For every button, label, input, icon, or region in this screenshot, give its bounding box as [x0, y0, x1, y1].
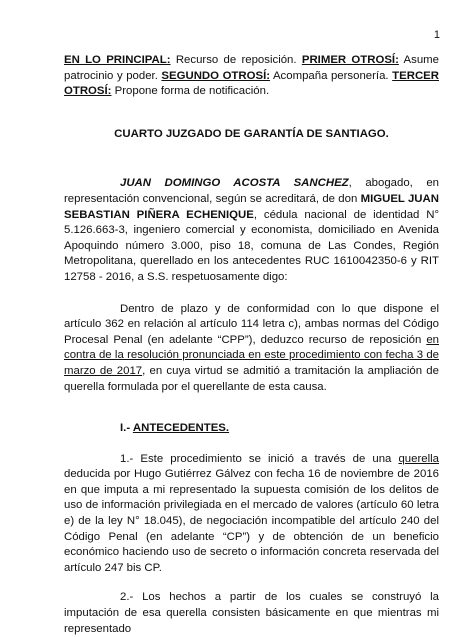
otrosi1-text: Asume patrocinio y poder.: [64, 54, 439, 82]
document-heading: [64, 53, 439, 100]
motion-text-1: Dentro de plazo y de conformidad con lo que dispone el artículo 362 en relación al artículo 114 letra c), ambas normas del Código Procesal Penal (en adelante “CPP”), deduzco recurso de reposición: [64, 302, 439, 346]
principal-label: EN LO PRINCIPAL:: [64, 54, 171, 66]
section-title: ANTECEDENTES.: [132, 422, 230, 435]
item-1-text-2: deducida por Hugo Gutiérrez Gálvez con fecha 16 de noviembre de 2016 en que imputa a mi representado la supuesta comisión de los delitos de uso de información privilegiada en el mercado de valores (artículo 60 letra e) de la ley N° 18.045), de negociación incompatible del artículo 240 del Código Penal (en adelante “CP”) y de obtención de un beneficio económico haciendo uso de secreto o información concreta reservada del artículo 247 bis CP.: [64, 468, 439, 574]
item-2-text-1: 2.- Los hechos a partir de los cuales se construyó la imputación de esa querella consisten básicamente en que mientras mi representado: [64, 591, 439, 635]
principal-text: Recurso de reposición.: [170, 54, 302, 66]
motion-paragraph: [64, 302, 439, 396]
section-heading: [120, 421, 439, 437]
client-name: MIGUEL JUAN SEBASTIAN PIÑERA ECHENIQUE: [64, 192, 439, 221]
otrosi2-text: Acompaña personería.: [270, 69, 393, 82]
document-body: [64, 53, 439, 637]
item-1-text-1: 1.- Este procedimiento se inició a través de una: [120, 452, 399, 465]
page-number: 1: [433, 29, 440, 41]
court-title: CUARTO JUZGADO DE GARANTÍA DE SANTIAGO.: [114, 127, 389, 140]
intro-paragraph: [64, 176, 439, 285]
motion-text-2: , en cuya virtud se admitió a tramitación la ampliación de querella formulada por el querellante de esta causa.: [64, 364, 439, 393]
item-1-paragraph: [64, 452, 439, 577]
lawyer-name: JUAN DOMINGO ACOSTA SANCHEZ: [120, 177, 349, 190]
intro-text-2: , cédula nacional de identidad N° 5.126.663-3, ingeniero comercial y economista, domiciliado en Avenida Apoquindo número 3.000, piso 18, comuna de Las Condes, Región Metropolitana, querellado en los antecedentes RUC 1610042350-6 y RIT 12758 - 2016, a S.S. respetuosamente digo:: [64, 208, 440, 283]
otrosi3-text: Propone forma de notificación.: [111, 85, 270, 98]
item-2-paragraph: [64, 590, 439, 637]
otrosi2-label: SEGUNDO OTROSÍ:: [161, 69, 271, 82]
section-number: I.-: [120, 422, 133, 435]
item-1-underlined: querella: [398, 452, 439, 465]
motion-underlined: en contra de la resolución pronunciada en este procedimiento con fecha 3 de marzo de 2017: [64, 333, 439, 377]
otrosi1-label: PRIMER OTROSÍ:: [301, 54, 399, 66]
intro-text-1: , abogado, en representación convencional, según se acreditará, de don: [64, 177, 439, 205]
otrosi3-label: TERCER OTROSÍ:: [64, 69, 439, 98]
